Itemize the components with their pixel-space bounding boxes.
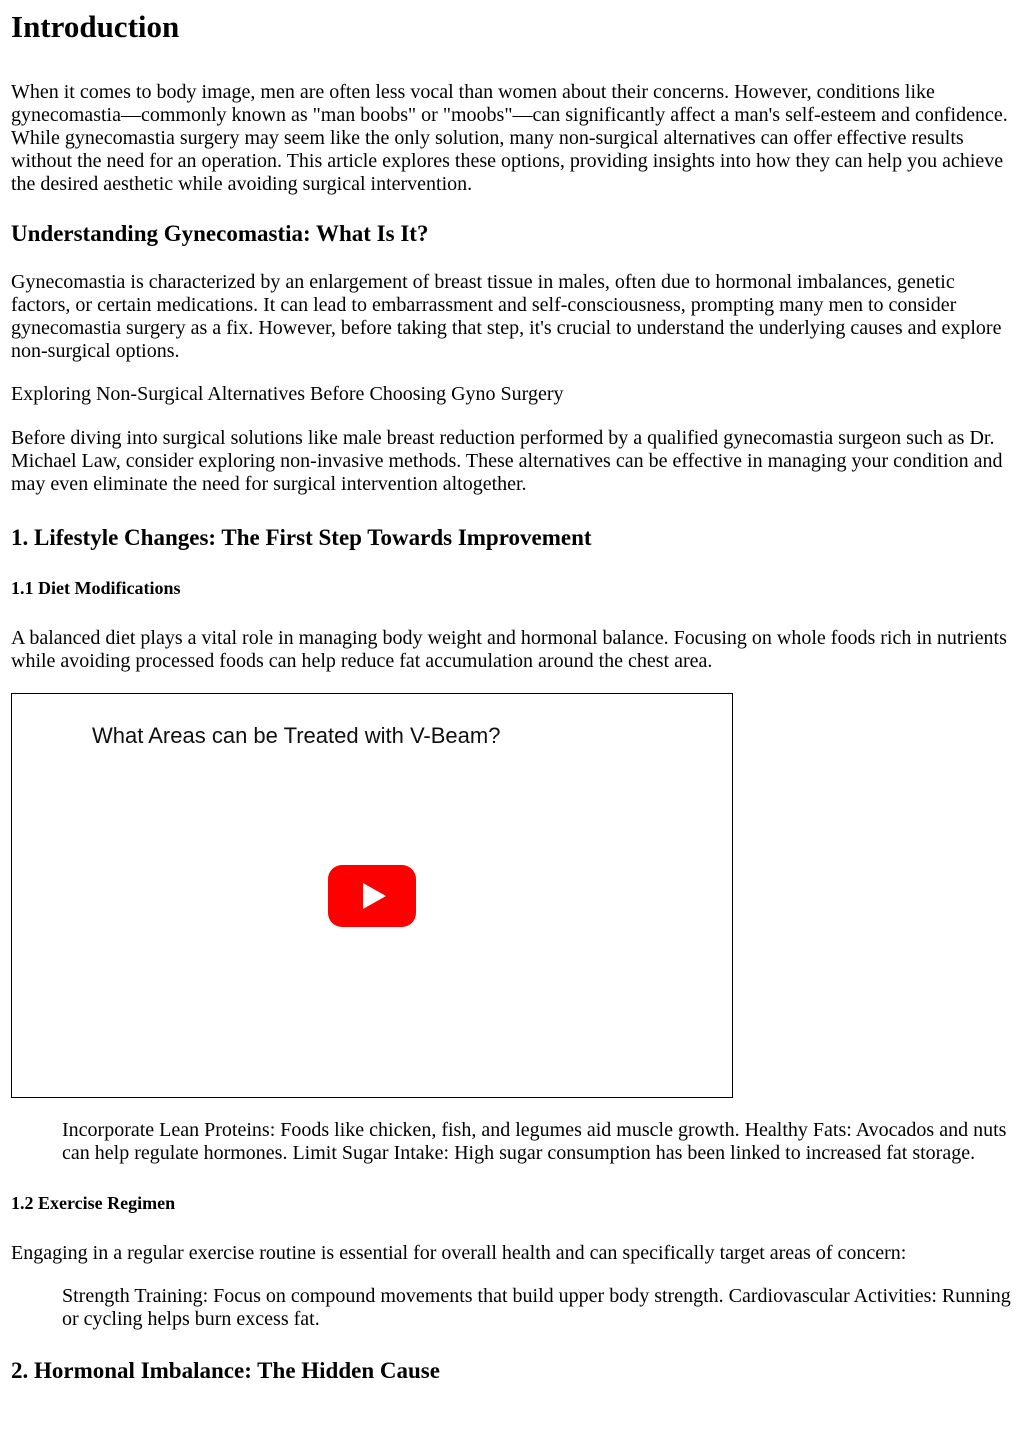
understanding-paragraph: Gynecomastia is characterized by an enlargement of breast tissue in males, often due to hormonal imbalances, genetic factors, or certain medications. It can lead to embarrassment and self-consciousness, prompting many men to consider gynecomastia surgery as a fix. However, before taking that step, it's crucial to understand the underlying causes and explore non-surgical options. (11, 271, 1002, 362)
article (0, 9, 1024, 1384)
exercise-list: Strength Training: Focus on compound movements that build upper body strength. Cardiovascular Activities: Running or cycling helps burn excess fat. (62, 1285, 1011, 1330)
intro-heading: Introduction (11, 9, 180, 44)
youtube-play-icon[interactable] (328, 865, 416, 927)
intro-paragraph: When it comes to body image, men are often less vocal than women about their concerns. However, conditions like gynecomastia—commonly known as "man boobs" or "moobs"—can significantly affect a man's self-esteem and confidence. While gynecomastia surgery may seem like the only solution, many non-surgical alternatives can offer effective results without the need for an operation. This article explores these options, providing insights into how they can help you achieve the desired aesthetic while avoiding surgical intervention. (11, 81, 1008, 195)
hormonal-heading: 2. Hormonal Imbalance: The Hidden Cause (11, 1358, 440, 1383)
lifestyle-heading: 1. Lifestyle Changes: The First Step Towards Improvement (11, 525, 592, 550)
diet-paragraph: A balanced diet plays a vital role in managing body weight and hormonal balance. Focusing on whole foods rich in nutrients while avoiding processed foods can help reduce fat accumulation around the chest area. (11, 627, 1007, 672)
understanding-heading: Understanding Gynecomastia: What Is It? (11, 221, 429, 246)
exercise-paragraph: Engaging in a regular exercise routine is essential for overall health and can specifically target areas of concern: (11, 1242, 907, 1264)
exploring-paragraph: Before diving into surgical solutions like male breast reduction performed by a qualified gynecomastia surgeon such as Dr. Michael Law, consider exploring non-invasive methods. These alternatives can be effective in managing your condition and may even eliminate the need for surgical intervention altogether. (11, 427, 1003, 495)
diet-heading: 1.1 Diet Modifications (11, 578, 181, 598)
video-title[interactable]: What Areas can be Treated with V-Beam? (92, 723, 501, 748)
video-embed[interactable] (11, 693, 733, 1098)
exploring-subtitle: Exploring Non-Surgical Alternatives Before Choosing Gyno Surgery (11, 383, 564, 405)
exercise-heading: 1.2 Exercise Regimen (11, 1193, 176, 1213)
diet-list: Incorporate Lean Proteins: Foods like chicken, fish, and legumes aid muscle growth. Healthy Fats: Avocados and nuts can help regulate hormones. Limit Sugar Intake: High sugar consumption has been linked to increased fat storage. (62, 1119, 1007, 1164)
